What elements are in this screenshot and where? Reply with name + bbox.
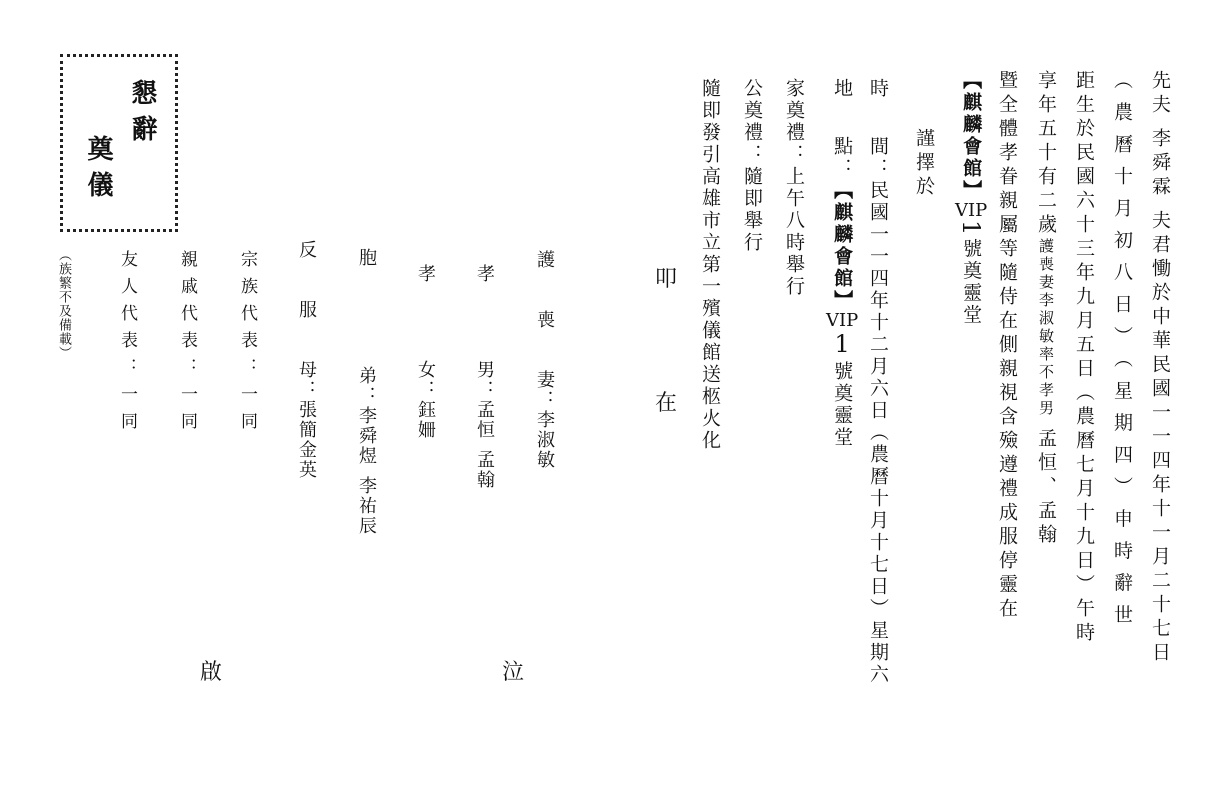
place-venue: 【麒麟會館】 — [831, 180, 854, 312]
age-text: 享年五十有二歲 — [1035, 70, 1057, 238]
daughter-name: 女：鈺姍 — [415, 360, 436, 440]
mother-char-1: 反 — [296, 240, 317, 264]
son-char-1: 孝 — [474, 264, 495, 288]
family-vigil-text: 暨全體孝眷親屬等隨侍在側親視含殮遵禮成服停靈在 — [996, 70, 1018, 622]
relatives-text: 親戚代表：一同 — [177, 250, 197, 439]
mother-char-2: 服 — [296, 300, 317, 324]
place-number: 1 — [828, 330, 857, 361]
mourner-daughter — [416, 264, 434, 440]
time-label-2: 間： — [867, 136, 889, 180]
announcement-col-3 — [1074, 70, 1093, 646]
decline-gifts-box — [60, 54, 178, 232]
deceased-name: 李舜霖 — [1149, 128, 1171, 200]
hall-number: 1 — [957, 220, 986, 239]
wife-char-2: 喪 — [534, 310, 555, 334]
vip-label: VIP — [955, 200, 988, 221]
mourner-wife — [535, 250, 553, 470]
family-rite-row — [784, 78, 803, 298]
procession-text: 隨即發引高雄市立第一殯儀館送柩火化 — [699, 78, 721, 452]
announcement-col-1 — [1150, 70, 1169, 666]
clan-representative — [238, 250, 255, 439]
wife-name: 妻：李淑敏 — [534, 370, 555, 470]
brother-name-2: 李祐辰 — [356, 476, 377, 536]
announcement-col-6 — [955, 70, 987, 326]
hall-name: 號奠靈堂 — [960, 238, 983, 327]
friends-text: 友人代表：一同 — [117, 250, 137, 439]
public-rite-label: 公奠禮： — [741, 78, 763, 166]
place-vip: VIP — [826, 310, 859, 331]
son-name-2: 孟翰 — [474, 450, 495, 490]
mourner-son — [475, 264, 493, 490]
family-rite-label: 家奠禮： — [783, 78, 805, 166]
birth-date: 距生於民國六十三年九月五日（農曆七月十九日）午時 — [1073, 70, 1095, 646]
chief-mourner-text: 護喪妻李淑敏率不孝男 — [1037, 238, 1055, 418]
closing-announce: 啟 — [200, 660, 223, 685]
brother-name-1: 弟：李舜煜 — [356, 366, 377, 466]
mourner-mother — [297, 240, 315, 480]
selected-date-text: 謹擇於 — [913, 128, 935, 200]
announcement-col-4 — [1036, 70, 1055, 548]
daughter-char-1: 孝 — [415, 264, 436, 288]
family-rite-value: 上午八時舉行 — [783, 166, 805, 298]
note-text: （族繁不及備載） — [56, 248, 71, 360]
place-hall: 號奠靈堂 — [831, 361, 854, 449]
place-row — [826, 78, 858, 449]
time-label: 時 — [867, 78, 889, 100]
time-row — [868, 78, 887, 686]
wife-char-1: 護 — [534, 250, 555, 274]
public-rite-value: 隨即舉行 — [741, 166, 763, 254]
late-husband-label: 先夫 — [1149, 70, 1171, 118]
time-value: 民國一一四年十二月六日（農曆十月十七日）星期六 — [867, 180, 889, 686]
place-label: 地 — [831, 78, 854, 100]
decline-line-2: 奠儀 — [83, 135, 113, 207]
procession-row — [700, 78, 719, 452]
public-rite-row — [742, 78, 761, 254]
mourner-brother — [357, 248, 375, 536]
relatives-representative — [178, 250, 195, 439]
brother-char-1: 胞 — [356, 248, 377, 272]
venue-name: 【麒麟會館】 — [960, 70, 983, 202]
closing-zai: 在 — [655, 391, 678, 416]
closing-weep: 泣 — [502, 660, 525, 685]
place-label-2: 點： — [831, 136, 854, 180]
clan-text: 宗族代表：一同 — [237, 250, 257, 439]
announcement-col-5 — [997, 70, 1016, 622]
sons-names: 孟恒、孟翰 — [1035, 428, 1057, 548]
friends-representative — [118, 250, 135, 439]
passing-date: 夫君慟於中華民國一一四年十一月二十七日 — [1149, 210, 1171, 666]
mother-name: 母：張簡金英 — [296, 360, 317, 480]
announcement-col-2 — [1112, 70, 1131, 637]
announcement-col-7 — [914, 128, 933, 200]
closing-kou: 叩 — [655, 267, 678, 292]
decline-line-1: 懇辭 — [127, 79, 157, 151]
son-name-1: 男：孟恒 — [474, 360, 495, 440]
lunar-date-passing: （農曆十月初八日）（星期四）申時辭世 — [1111, 70, 1133, 637]
